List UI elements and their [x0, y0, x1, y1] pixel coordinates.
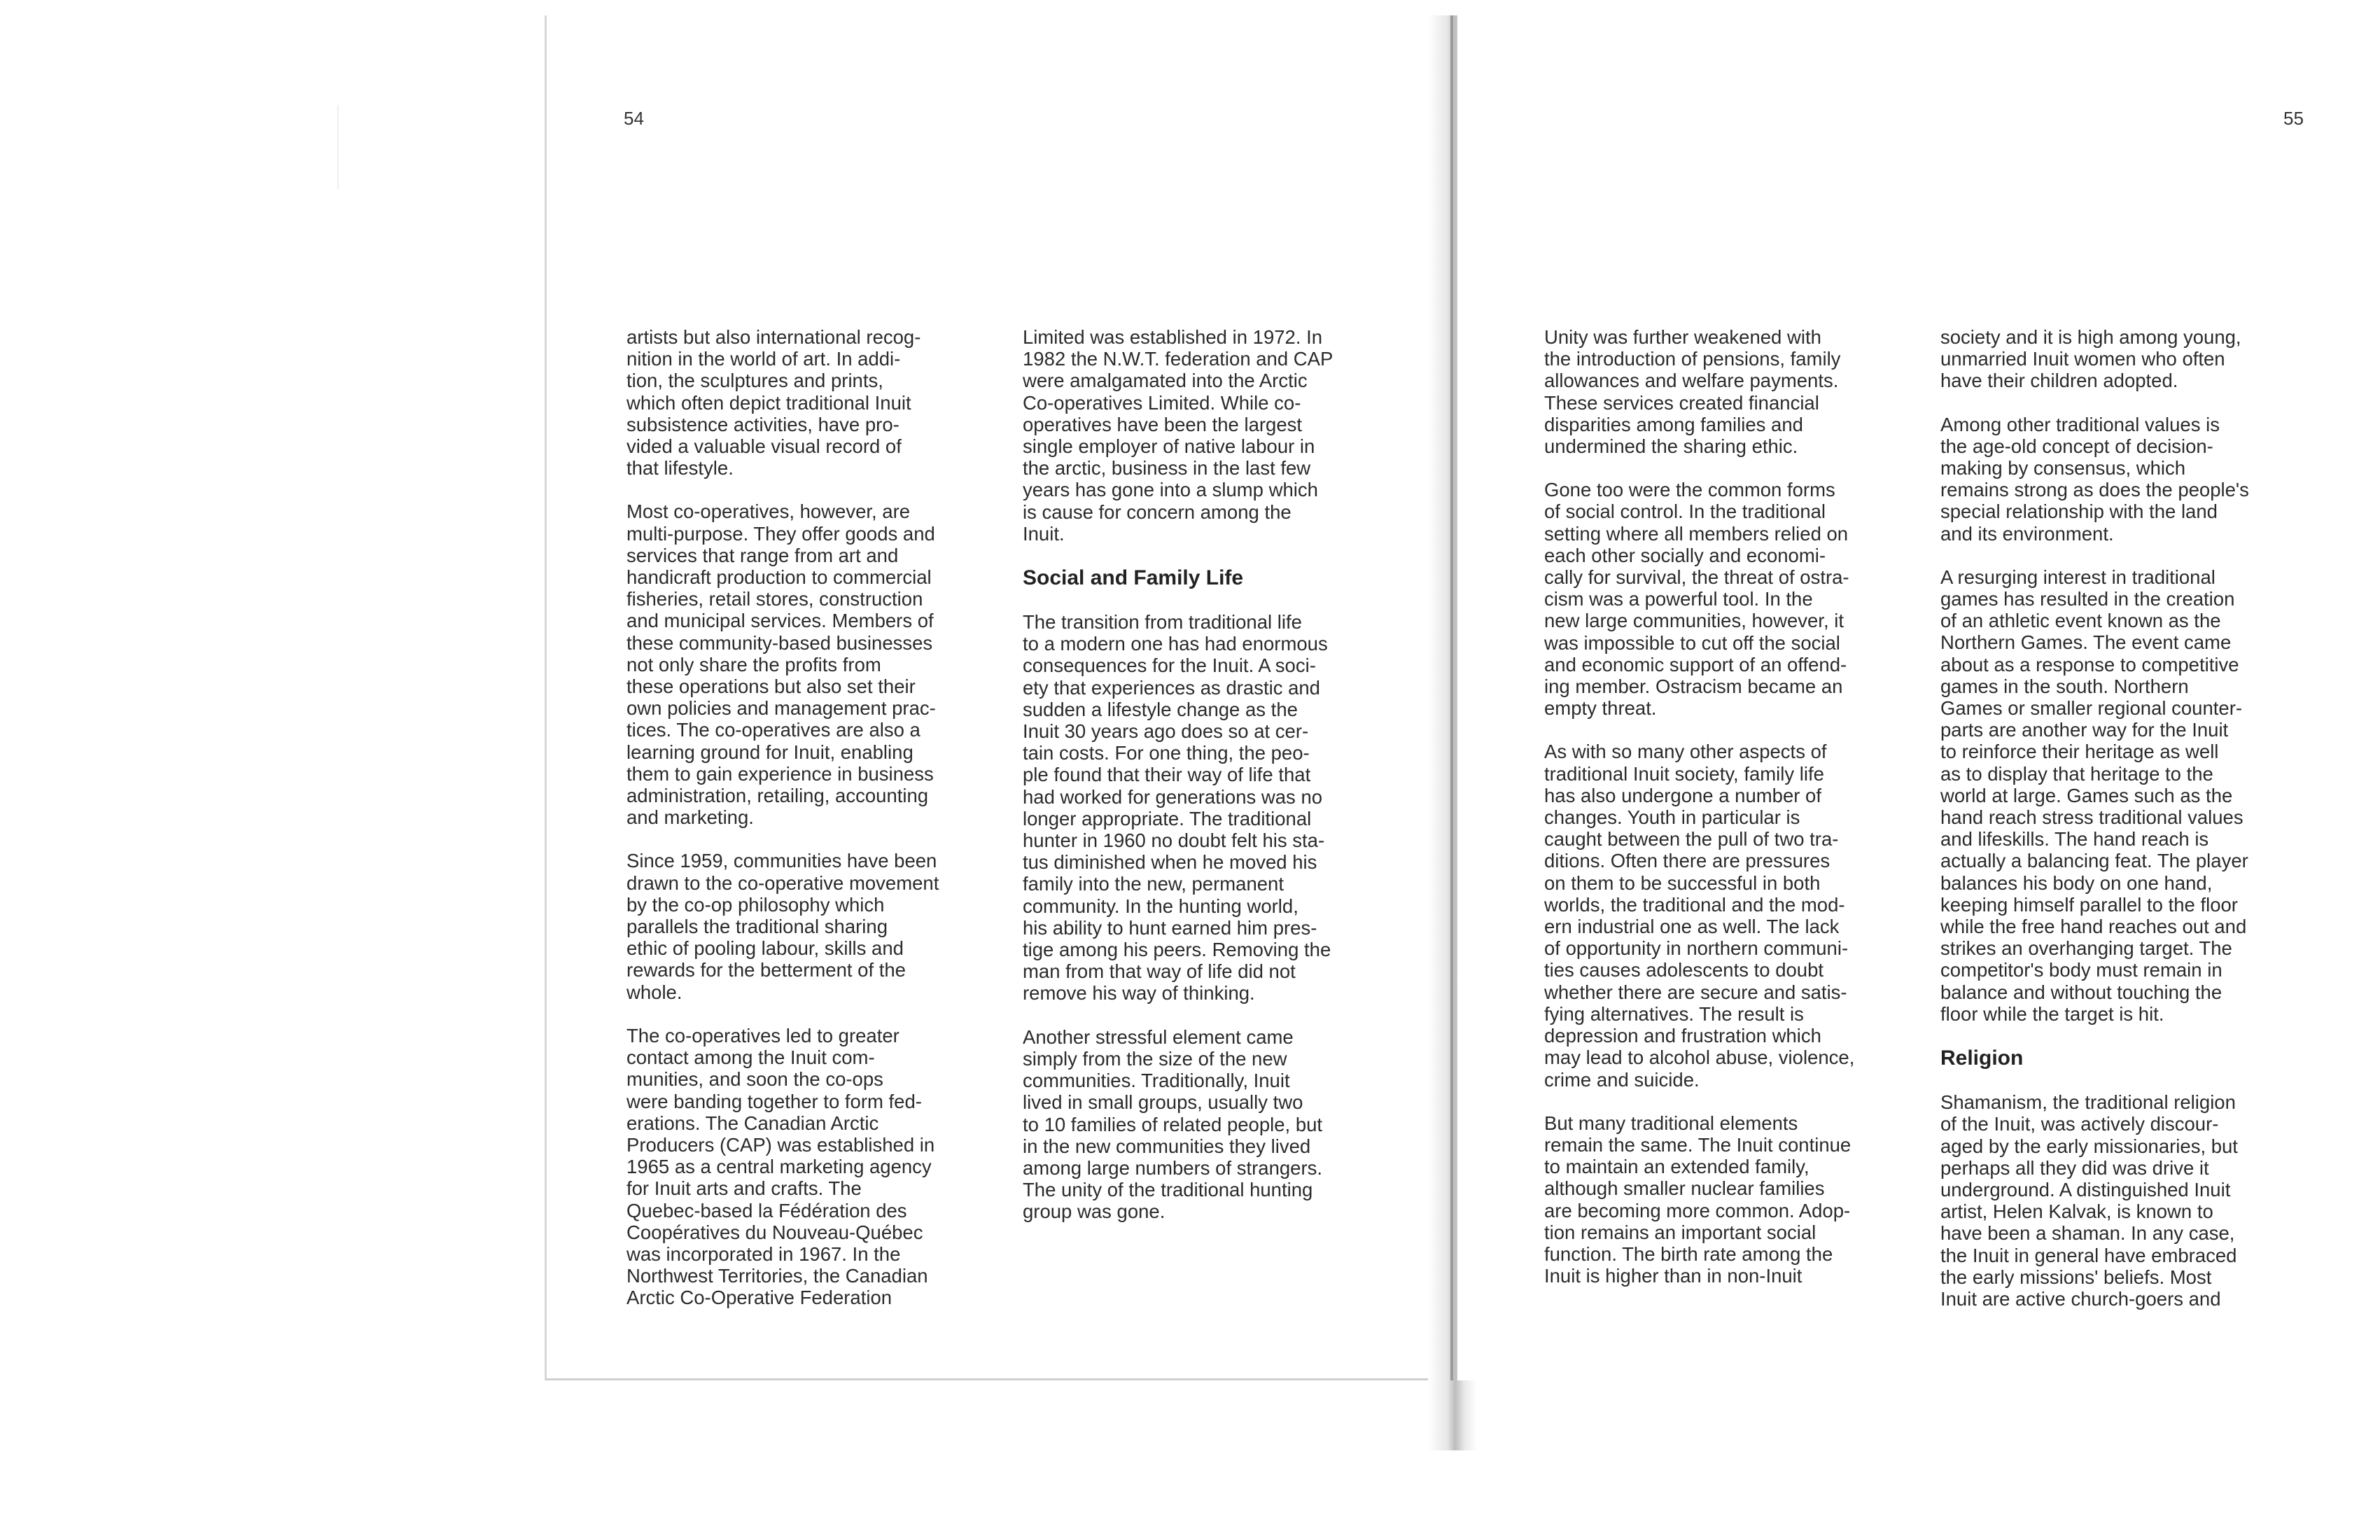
text-line: may lead to alcohol abuse, violence, — [1544, 1046, 1855, 1069]
text-line: Quebec-based la Fédération des — [626, 1199, 907, 1222]
text-line: Most co-operatives, however, are — [626, 500, 911, 523]
text-line: new large communities, however, it — [1544, 610, 1844, 632]
paragraph — [1023, 326, 1373, 545]
left-page-column-2 — [1023, 326, 1373, 1245]
text-line: ern industrial one as well. The lack — [1544, 916, 1840, 938]
text-line: about as a response to competitive — [1940, 653, 2239, 676]
text-line: As with so many other aspects of — [1544, 741, 1827, 763]
text-line: and marketing. — [626, 806, 754, 829]
text-line: unmarried Inuit women who often — [1940, 348, 2225, 370]
text-line: actually a balancing feat. The player — [1940, 850, 2248, 872]
paragraph — [626, 1025, 976, 1309]
text-line: Inuit. — [1023, 522, 1065, 545]
text-line: among large numbers of strangers. — [1023, 1156, 1322, 1179]
text-line: games in the south. Northern — [1940, 675, 2189, 697]
text-line: artists but also international recog- — [626, 326, 921, 348]
text-line: while the free hand reaches out and — [1940, 916, 2247, 938]
text-line: 1982 the N.W.T. federation and CAP — [1023, 348, 1334, 370]
text-line: tige among his peers. Removing the — [1023, 939, 1331, 961]
text-line: balances his body on one hand, — [1940, 872, 2213, 894]
text-line: have their children adopted. — [1940, 370, 2178, 392]
text-line: The unity of the traditional hunting — [1023, 1179, 1313, 1201]
text-line: and economic support of an offend- — [1544, 653, 1847, 676]
text-line: multi-purpose. They offer goods and — [626, 522, 935, 545]
text-line: were banding together to form fed- — [626, 1090, 922, 1112]
text-line: Shamanism, the traditional religion — [1940, 1091, 2236, 1114]
text-line: ple found that their way of life that — [1023, 764, 1311, 786]
text-line: as to display that heritage to the — [1940, 762, 2213, 785]
text-line: administration, retailing, accounting — [626, 785, 929, 807]
text-line: parallels the traditional sharing — [626, 916, 888, 938]
text-line: them to gain experience in business — [626, 762, 934, 785]
text-line: strikes an overhanging target. The — [1940, 937, 2232, 960]
right-page — [1457, 15, 2380, 1380]
text-line: hunter in 1960 no doubt felt his sta- — [1023, 830, 1325, 852]
text-line: Northwest Territories, the Canadian — [626, 1265, 928, 1287]
text-line: hand reach stress traditional values — [1940, 806, 2244, 829]
text-line: group was gone. — [1023, 1200, 1166, 1223]
left-page-column-1 — [626, 326, 976, 1331]
text-line: depression and frustration which — [1544, 1025, 1821, 1047]
text-line: for Inuit arts and crafts. The — [626, 1177, 862, 1200]
text-line: Gone too were the common forms — [1544, 479, 1835, 501]
text-line: Co-operatives Limited. While co- — [1023, 391, 1301, 414]
text-line: Producers (CAP) was established in — [626, 1133, 935, 1156]
text-line: caught between the pull of two tra- — [1544, 828, 1839, 850]
text-line: Inuit 30 years ago does so at cer- — [1023, 720, 1309, 743]
text-line: whether there are secure and satis- — [1544, 981, 1847, 1003]
text-line: undermined the sharing ethic. — [1544, 435, 1798, 458]
text-line: But many traditional elements — [1544, 1112, 1798, 1134]
text-line: is cause for concern among the — [1023, 500, 1292, 523]
text-line: and lifeskills. The hand reach is — [1940, 828, 2209, 850]
paragraph — [1544, 326, 1894, 457]
text-line: consequences for the Inuit. A soci- — [1023, 654, 1316, 677]
text-line: Inuit are active church-goers and — [1940, 1287, 2221, 1310]
text-line: Inuit is higher than in non-Inuit — [1544, 1265, 1802, 1287]
paragraph — [626, 500, 976, 828]
text-line: to a modern one has had enormous — [1023, 633, 1328, 655]
section-heading: Religion — [1940, 1046, 2024, 1070]
text-line: cally for survival, the threat of ostra- — [1544, 566, 1849, 589]
text-line: community. In the hunting world, — [1023, 895, 1298, 917]
text-line: drawn to the co-operative movement — [626, 872, 939, 894]
text-line: are becoming more common. Adop- — [1544, 1199, 1851, 1222]
paragraph — [626, 850, 976, 1002]
text-line: fisheries, retail stores, construction — [626, 588, 923, 610]
text-line: in the new communities they lived — [1023, 1135, 1311, 1157]
text-line: Since 1959, communities have been — [626, 850, 937, 872]
text-line: the age-old concept of decision- — [1940, 435, 2213, 457]
text-line: empty threat. — [1544, 697, 1657, 720]
text-line: lived in small groups, usually two — [1023, 1091, 1303, 1114]
text-line: was incorporated in 1967. In the — [626, 1242, 901, 1265]
text-line: society and it is high among young, — [1940, 326, 2241, 348]
text-line: on them to be successful in both — [1544, 872, 1821, 894]
scan-artifact — [337, 105, 339, 189]
text-line: fying alternatives. The result is — [1544, 1002, 1804, 1025]
text-line: floor while the target is hit. — [1940, 1002, 2164, 1025]
gutter-fold-line — [1450, 15, 1453, 1380]
text-line: although smaller nuclear families — [1544, 1177, 1825, 1200]
text-line: that lifestyle. — [626, 457, 734, 479]
text-line: ditions. Often there are pressures — [1544, 850, 1830, 872]
text-line: function. The birth rate among the — [1544, 1242, 1833, 1265]
text-line: single employer of native labour in — [1023, 435, 1315, 458]
text-line: ing member. Ostracism became an — [1544, 676, 1843, 698]
text-line: by the co-op philosophy which — [626, 893, 885, 916]
text-line: munities, and soon the co-ops — [626, 1068, 883, 1091]
text-line: the introduction of pensions, family — [1544, 348, 1841, 370]
text-line: disparities among families and — [1544, 413, 1803, 435]
text-line: simply from the size of the new — [1023, 1047, 1287, 1070]
text-line: subsistence activities, have pro- — [626, 413, 899, 435]
text-line: and municipal services. Members of — [626, 610, 934, 632]
text-line: to maintain an extended family, — [1544, 1156, 1809, 1178]
text-line: parts are another way for the Inuit — [1940, 719, 2229, 741]
text-line: Games or smaller regional counter- — [1940, 697, 2243, 720]
text-line: tain costs. For one thing, the peo- — [1023, 742, 1310, 764]
text-line: remains strong as does the people's — [1940, 479, 2249, 501]
section-heading: Social and Family Life — [1023, 566, 1244, 590]
paragraph — [1544, 479, 1894, 719]
text-line: of social control. In the traditional — [1544, 500, 1826, 523]
text-line: handicraft production to commercial — [626, 566, 932, 589]
text-line: worlds, the traditional and the mod- — [1544, 893, 1845, 916]
text-line: tion, the sculptures and prints, — [626, 370, 883, 392]
text-line: vided a valuable visual record of — [626, 435, 902, 458]
text-line: longer appropriate. The traditional — [1023, 807, 1312, 830]
text-line: of the Inuit, was actively discour- — [1940, 1113, 2219, 1135]
text-line: Limited was established in 1972. In — [1023, 326, 1323, 348]
paragraph — [1940, 566, 2290, 1025]
text-line: of opportunity in northern communi- — [1544, 937, 1849, 960]
text-line: not only share the profits from — [626, 653, 881, 676]
text-line: remove his way of thinking. — [1023, 982, 1255, 1004]
text-line: communities. Traditionally, Inuit — [1023, 1070, 1290, 1092]
text-line: games has resulted in the creation — [1940, 588, 2235, 610]
text-line: years has gone into a slump which — [1023, 479, 1318, 501]
text-line: keeping himself parallel to the floor — [1940, 893, 2238, 916]
text-line: each other socially and economi- — [1544, 544, 1826, 566]
text-line: has also undergone a number of — [1544, 784, 1821, 806]
text-line: family into the new, permanent — [1023, 873, 1284, 895]
text-line: 1965 as a central marketing agency — [626, 1156, 932, 1178]
text-line: A resurging interest in traditional — [1940, 566, 2216, 588]
page-number-left: 54 — [624, 108, 644, 129]
text-line: Arctic Co-Operative Federation — [626, 1287, 892, 1309]
right-page-column-1 — [1544, 326, 1894, 1308]
text-line: special relationship with the land — [1940, 500, 2218, 523]
text-line: competitor's body must remain in — [1940, 959, 2222, 981]
text-line: these community-based businesses — [626, 631, 933, 654]
text-line: ethic of pooling labour, skills and — [626, 937, 904, 960]
text-line: ties causes adolescents to doubt — [1544, 959, 1824, 981]
text-line: tus diminished when he moved his — [1023, 851, 1317, 874]
text-line: and its environment. — [1940, 522, 2114, 545]
paragraph — [1023, 611, 1373, 1004]
text-line: to reinforce their heritage as well — [1940, 741, 2219, 763]
paragraph — [1023, 1026, 1373, 1223]
text-line: whole. — [626, 981, 682, 1003]
text-line: Coopératives du Nouveau-Québec — [626, 1221, 923, 1243]
text-line: tices. The co-operatives are also a — [626, 719, 920, 741]
text-line: these operations but also set their — [626, 676, 916, 698]
text-line: changes. Youth in particular is — [1544, 806, 1800, 829]
text-line: world at large. Games such as the — [1940, 784, 2233, 806]
text-line: The transition from traditional life — [1023, 611, 1302, 634]
paragraph — [1940, 414, 2290, 545]
text-line: allowances and welfare payments. — [1544, 370, 1839, 392]
text-line: own policies and management prac- — [626, 697, 936, 720]
text-line: the Inuit in general have embraced — [1940, 1244, 2237, 1266]
text-line: contact among the Inuit com- — [626, 1046, 875, 1069]
paragraph — [626, 326, 976, 479]
paragraph — [1940, 326, 2290, 392]
text-line: have been a shaman. In any case, — [1940, 1222, 2235, 1245]
paragraph — [1544, 1112, 1894, 1287]
text-line: man from that way of life did not — [1023, 960, 1296, 983]
paragraph — [1940, 1091, 2290, 1310]
text-line: traditional Inuit society, family life — [1544, 762, 1824, 785]
text-line: sudden a lifestyle change as the — [1023, 698, 1298, 720]
text-line: The co-operatives led to greater — [626, 1024, 899, 1046]
text-line: remain the same. The Inuit continue — [1544, 1133, 1851, 1156]
text-line: balance and without touching the — [1940, 981, 2222, 1003]
text-line: to 10 families of related people, but — [1023, 1113, 1323, 1135]
text-line: his ability to hunt earned him pres- — [1023, 916, 1317, 939]
text-line: Among other traditional values is — [1940, 413, 2220, 435]
text-line: learning ground for Inuit, enabling — [626, 741, 913, 763]
text-line: had worked for generations was no — [1023, 785, 1323, 808]
text-line: Unity was further weakened with — [1544, 326, 1821, 348]
text-line: underground. A distinguished Inuit — [1940, 1178, 2231, 1200]
text-line: were amalgamated into the Arctic — [1023, 370, 1308, 392]
text-line: of an athletic event known as the — [1940, 610, 2221, 632]
text-line: Northern Games. The event came — [1940, 631, 2232, 654]
text-line: These services created financial — [1544, 391, 1819, 414]
text-line: nition in the world of art. In addi- — [626, 348, 901, 370]
text-line: which often depict traditional Inuit — [626, 391, 911, 414]
text-line: Another stressful element came — [1023, 1026, 1294, 1048]
text-line: tion remains an important social — [1544, 1221, 1816, 1243]
text-line: the arctic, business in the last few — [1023, 457, 1311, 479]
text-line: ety that experiences as drastic and — [1023, 676, 1320, 699]
text-line: crime and suicide. — [1544, 1068, 1700, 1091]
text-line: making by consensus, which — [1940, 457, 2186, 479]
text-line: setting where all members relied on — [1544, 522, 1849, 545]
text-line: operatives have been the largest — [1023, 413, 1303, 435]
text-line: was impossible to cut off the social — [1544, 631, 1840, 654]
text-line: services that range from art and — [626, 544, 899, 566]
text-line: rewards for the betterment of the — [626, 959, 906, 981]
page-number-right: 55 — [2283, 108, 2304, 129]
text-line: perhaps all they did was drive it — [1940, 1156, 2209, 1179]
left-page — [545, 15, 1448, 1380]
text-line: artist, Helen Kalvak, is known to — [1940, 1200, 2213, 1223]
text-line: erations. The Canadian Arctic — [626, 1112, 879, 1134]
text-line: aged by the early missionaries, but — [1940, 1135, 2238, 1157]
text-line: cism was a powerful tool. In the — [1544, 588, 1813, 610]
paragraph — [1544, 741, 1894, 1090]
text-line: the early missions' beliefs. Most — [1940, 1266, 2212, 1288]
right-page-column-2 — [1940, 326, 2290, 1331]
